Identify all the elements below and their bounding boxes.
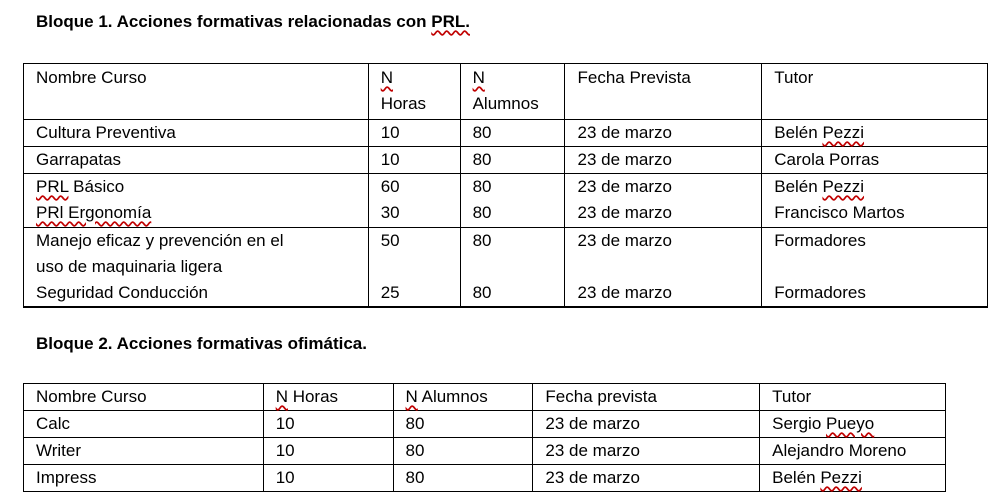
table-row bbox=[24, 411, 946, 438]
horas-cell: 10 bbox=[368, 120, 460, 147]
tutor-cell: Alejandro Moreno bbox=[760, 438, 946, 465]
alumnos-cell: 80 bbox=[393, 438, 533, 465]
header-n: N bbox=[472, 68, 485, 87]
alumnos-cell: 80 bbox=[393, 465, 533, 492]
tutor-cell: Formadores Formadores bbox=[762, 228, 988, 308]
bloque1-title bbox=[36, 12, 470, 32]
header-nombre-curso: Nombre Curso bbox=[24, 384, 264, 411]
curso-cell: Cultura Preventiva bbox=[24, 120, 369, 147]
alumnos-cell: 80 80 bbox=[460, 228, 565, 308]
tutor-cell: Belén Pezzi bbox=[762, 120, 988, 147]
horas-cell: 60 30 bbox=[368, 174, 460, 228]
alumnos-cell: 80 bbox=[393, 411, 533, 438]
horas-cell: 10 bbox=[368, 147, 460, 174]
header-n: N bbox=[380, 68, 393, 87]
curso-cell: Manejo eficaz y prevención en el uso de maquinaria ligera Seguridad Conducción bbox=[24, 228, 369, 308]
tutor-cell: Belén Pezzi Francisco Martos bbox=[762, 174, 988, 228]
alumnos-cell: 80 bbox=[460, 147, 565, 174]
header-n-alumnos: N Alumnos bbox=[393, 384, 533, 411]
horas-cell: 10 bbox=[263, 411, 393, 438]
table-row bbox=[24, 120, 988, 147]
fecha-cell: 23 de marzo bbox=[533, 465, 760, 492]
table-header-row bbox=[24, 384, 946, 411]
header-n-alumnos bbox=[460, 64, 565, 120]
header-horas: Horas bbox=[380, 94, 427, 113]
header-tutor: Tutor bbox=[760, 384, 946, 411]
tutor-cell: Belén Pezzi bbox=[760, 465, 946, 492]
header-nombre-curso: Nombre Curso bbox=[24, 64, 369, 120]
fecha-cell: 23 de marzo bbox=[533, 411, 760, 438]
header-fecha-prevista: Fecha prevista bbox=[533, 384, 760, 411]
header-alumnos: Alumnos bbox=[472, 94, 539, 113]
curso-cell: Garrapatas bbox=[24, 147, 369, 174]
table-row bbox=[24, 228, 988, 308]
table-header-row bbox=[24, 64, 988, 120]
header-n-horas bbox=[368, 64, 460, 120]
tutor-cell: Carola Porras bbox=[762, 147, 988, 174]
horas-cell: 10 bbox=[263, 465, 393, 492]
table-row bbox=[24, 147, 988, 174]
horas-cell: 50 25 bbox=[368, 228, 460, 308]
curso-cell: PRL Básico PRl Ergonomía bbox=[24, 174, 369, 228]
fecha-cell: 23 de marzo 23 de marzo bbox=[565, 174, 762, 228]
horas-cell: 10 bbox=[263, 438, 393, 465]
alumnos-cell: 80 bbox=[460, 120, 565, 147]
header-fecha-prevista: Fecha Prevista bbox=[565, 64, 762, 120]
table-row bbox=[24, 465, 946, 492]
bloque2-table bbox=[23, 383, 946, 492]
table-row bbox=[24, 174, 988, 228]
fecha-cell: 23 de marzo bbox=[565, 120, 762, 147]
bloque1-title-text: Bloque 1. Acciones formativas relacionadas con bbox=[36, 12, 432, 31]
bloque2-title: Bloque 2. Acciones formativas ofimática. bbox=[36, 334, 367, 353]
curso-cell: Impress bbox=[24, 465, 264, 492]
fecha-cell: 23 de marzo bbox=[565, 147, 762, 174]
curso-cell: Writer bbox=[24, 438, 264, 465]
fecha-cell: 23 de marzo bbox=[533, 438, 760, 465]
header-tutor: Tutor bbox=[762, 64, 988, 120]
bloque1-title-prl: PRL. bbox=[431, 12, 470, 31]
bloque1-table bbox=[23, 63, 988, 308]
tutor-cell: Sergio Pueyo bbox=[760, 411, 946, 438]
curso-cell: Calc bbox=[24, 411, 264, 438]
table-row bbox=[24, 438, 946, 465]
header-n-horas: N Horas bbox=[263, 384, 393, 411]
fecha-cell: 23 de marzo 23 de marzo bbox=[565, 228, 762, 308]
alumnos-cell: 80 80 bbox=[460, 174, 565, 228]
